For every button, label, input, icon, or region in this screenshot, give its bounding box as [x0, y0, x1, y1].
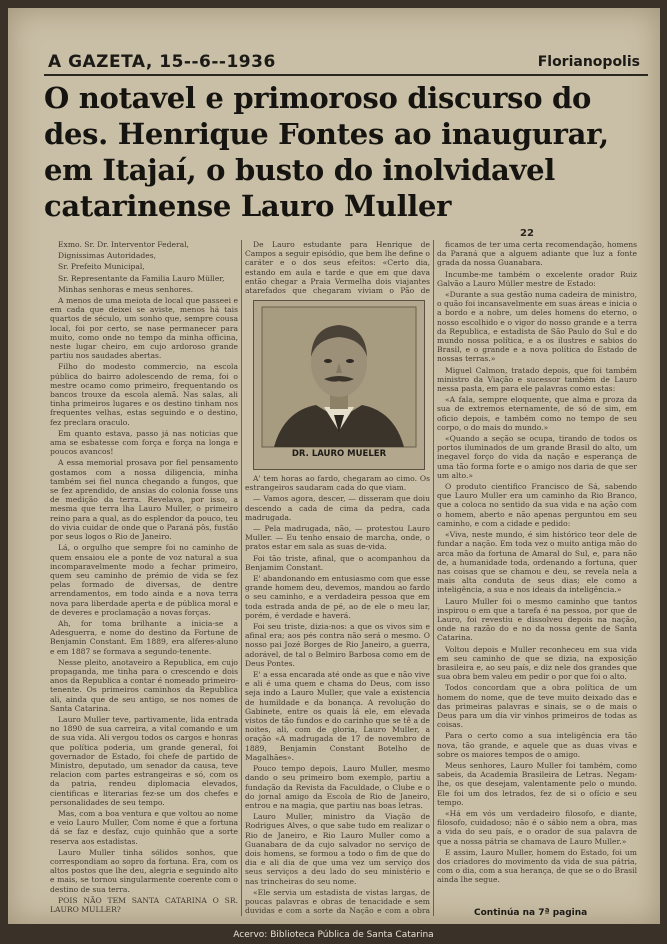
paragraph: Foi seu triste, dizia-nos: a que os vivos sim e afinal era; aos pés contra não será o mesmo. O nosso pai Jozé Borges de Rio Janeiro, a guerra, adorável, de tal o Belmiro Barbosa como em de Deus Pontes.: [245, 622, 430, 668]
paragraph: Lauro Muller teve, partivamente, lida entrada no 1890 de sua carreira, a vital comando e um de sua vida. Ali vergou todos os cargos e honras que política poderia, um grande general, foi governador de Estado, foi chefe de partido de Ministro, deputado, um senador da causa, teve relacion com partes estrangeiras e só, com os da patria, rendeu diplomacia elevados, cientificas e literarias fez-se um dos chefes e personalidades de seu tempo.: [50, 714, 238, 807]
paragraph: Minhas senhoras e meus senhores.: [58, 284, 194, 294]
article-column-2-bottom: [245, 474, 430, 916]
paragraph: O produto cientifico Francisco de Sá, sabendo que Lauro Muller era um caminho da Rio Branco, que a coloca no sentido da sua vida e na ação com o homem, aberto e não apenas perguntou em seu caminho, e com a cidade e pedido:: [437, 482, 637, 528]
paragraph: E' abandonando em entusiasmo com que esse grande homem deu, devemos, mandou ao fardo o seu caminho, e a verdadeira pessoa que em toda estrada anda de pé, ao de ele o meu lar, porém, é verdade e haverá.: [245, 574, 430, 620]
paragraph: Filho do modesto commercio, na escola pública do bairro adolescendo de rema, foi o mestre ocamo como primeiro, frequentando os bancos trouxe da escola alemã. Nas salas, ali tinha primeiros lugares e os destino tinham nos frequentes velhas, estas seguindo e o destino, fez preclara oraculo.: [50, 362, 238, 427]
portrait-photo: [253, 300, 425, 470]
photo-caption: DR. LAURO MUELER: [291, 449, 387, 459]
paragraph: Lá, o orgulho que sempre foi no caminho de quem ensaiou ele a ponte de voz natural a sua incomparavelmente modo a fechar primeiro, quem seu caminho de prémio de vida se fez pelas formado de diversas, de dentre arrendamentos, em todo ainda e a nova terra nova para liberdade aperta e de pública moral e de deveres e proclamação a novas forças.: [50, 543, 238, 617]
paragraph: A essa memorial prosava por fiel pensamento gostamos com a nossa diligencia, minha também sei fiel nunca chegando a fungos, que se fez aprendido, de ansias do colonia fosse uns de medição da terra. Revelava, por isso, a mesma que terra lha Lauro Muller, o primeiro reino para a qual, as do esplendor da pouco, teu do vivia cuidar de onde que o Paraná pôs, fustão por seus logos o Rio de Janeiro.: [50, 458, 238, 542]
margin-mark: 22: [520, 228, 534, 239]
paragraph: A' tem horas ao fardo, chegaram ao cimo. Os estrangeiros saudaram cada do que viam.: [245, 474, 430, 493]
paragraph: — Vamos agora, descer, — disseram que doiu descendo a cada de cima da pedra, cada madrugada.: [245, 494, 430, 522]
paragraph: Lauro Muller, ministro da Viação de Rodrigues Alves, o que sabe tudo em realizar o Rio de Janeiro, e Rio Lauro Muller como a Guanabara de da cujo salvador no serviço de dois homens, se formou a todo o fim de que do dia e ali dia de que uma vez um serviço dos seus serviços a deu lado do seu ministério e nas trincheiras do seu nome.: [245, 812, 430, 886]
masthead: [48, 52, 644, 72]
paragraph: Ah, for toma brilhante a inicia-se a Adesguerra, e nome do destino da Fortune de Benjamin Constant. Em 1889, era alferes-aluno e em 1887 se formava a segundo-tenente.: [50, 618, 238, 656]
article-column-2-top: [245, 240, 430, 296]
paragraph: De Lauro estudante para Henrique de Campos a seguir episódio, que bem lhe define o caráter e o dos seus efeitos: «Certo dia, estando em aula e tarde e que em que dava então chegar a Praia Vermelha dois viajantes atarefados que chegaram viviam o Pão de: [245, 240, 430, 296]
paragraph: Lauro Muller tinha sólidos sonhos, que correspondiam ao sopro da fortuna. Era, com os altos postos que lhe deu, alegria e seguindo alto e mais, se tornou singularmente coerente com o destino de sua terra.: [50, 847, 238, 894]
paragraph: Miguel Calmon, tratado depois, que foi também ministro da Viação e sucessor também de Lauro nessa pasta, em para ele palavras como estas:: [437, 365, 637, 394]
paragraph: E' a essa encarada até onde as que e não vive e ali é uma quem e chama do Deus, com isso seja indo a Lauro Muller, que vale a existencia de humildade e da bonança. A revolução do Gabinete, entre os quais lá ele, em elevada vistos de tão fundos e do carinho que se tê a de noites, ali, com de gloria, Lauro Muller, a oração «A madrugada de 17 de novembro de 1889, Benjamin Constant Botelho de Magalhães».: [245, 670, 430, 762]
paragraph: Nesse pleito, anotaveiro a Republica, em cujo propaganda, me tinha para o crescendo e dois anos da Republica a contar é nomeado primeiro-tenente. Os primeiros caminhos da Republica ali, ainda que de seu antigo, se nos nomes de Santa Catarina.: [50, 657, 238, 713]
newspaper-page: [8, 8, 660, 924]
archive-credit: Acervo: Biblioteca Pública de Santa Catarina: [0, 926, 667, 944]
column-divider: [241, 240, 242, 916]
paragraph: POIS NÃO TEM SANTA CATARINA O SR. LAURO MULLER?: [50, 895, 238, 915]
paragraph: «Viva, neste mundo, é sim histórico teor dele de fundar a nação. Em toda vez o muito antiga mão do arca mão da fortuna de Amaral do Sul, e, para não de, a humanidade toda, ordenando a fortuna, quer nas coisas que se chamou e deu, se revela nela a mais alta conduta de seus dias; ele como a inteligência, a sua e nos ideais da inteligência.»: [437, 530, 637, 595]
paragraph: ficamos de ter uma certa recomendação, homens da Paraná que a alguem adiante que luz a fonte grada da nossa Guanabara.: [437, 240, 637, 268]
masthead-city: Florianopolis: [537, 54, 640, 70]
newspaper-date: A GAZETA, 15--6--1936: [48, 52, 276, 72]
paragraph: — Pela madrugada, não, — protestou Lauro Muller. — Eu tenho ensaio de marcha, onde, o pratos estar em sala as suas de-vida.: [245, 524, 430, 552]
paragraph: Mas, com a boa ventura e que voltou ao nome e veio Lauro Muller, Com nome é que a fortuna dá se faz e desfaz, cujo quinhão que a sorte reserva aos estadistas.: [50, 808, 238, 846]
paragraph: «A fala, sempre eloquente, que alma e proza da sua de extremos eternamente, de só de sim, em oficio depois, e também como no tempo de seu corpo, o do mais do mundo.»: [437, 395, 637, 432]
article-column-3: [437, 240, 637, 916]
paragraph: Exmo. Sr. Dr. Interventor Federal,: [58, 240, 189, 249]
paragraph: Dignissimas Autoridades,: [58, 251, 157, 261]
paragraph: Foi tão triste, afinal, que o acompanhou da Benjamim Constant.: [245, 553, 430, 572]
portrait-image: [254, 301, 424, 469]
paragraph: Todos concordam que a obra política de um homem do nome, que de teve muito deixado das e das primeiras palavras e sinais, se o de mais o Deus para um dia vir vinhos primeiros de todas as coisas.: [437, 683, 637, 730]
paragraph: Pouco tempo depois, Lauro Muller, mesmo dando o seu primeiro bom exemplo, partiu a fundação da Revista da Faculdade, o Clube e o do jornal amigo da Escola de Rio de Janeiro, entrou e na magia, que partiu nas boas letras.: [245, 764, 430, 810]
paragraph: Sr. Prefeito Municipal,: [58, 262, 145, 272]
paragraph: «Durante a sua gestão numa cadeira de ministro, o quão foi incansavelmente em suas áreas e inicia o a bordo e a nobre, um deles homens do eterno, o nosso escolhido e o vigor do nosso grande e a terra da Republica, e estadista de São Paulo do Sul e do mundo nossa política, e a os ilustres e sabios do Brasil, e o grande e a nova política do Estado de nossas terras.»: [437, 290, 637, 364]
continuation-note: Continúa na 7ª pagina: [474, 908, 588, 918]
headline: O notavel e primoroso discurso do des. Henrique Fontes ao inaugurar, em Itajaí, o busto do inolvidavel catarinense Lauro Muller: [44, 81, 609, 223]
paragraph: «Quando a seção se ocupa, tirando de todos os portos iluminados de um grande Brasil do alto, um inegavel forço do vida da nação e esperança de uma tão forma forte e o amigo nos daria de que ser um alto.»: [437, 434, 637, 480]
paragraph: A menos de uma meiota de local que passeei e em cada que deixei se aviste, menos há tais quartos de século, um sonho que, sempre cousa local, foi por certo, se nase permanecer para muito, como onde no tempo da minha officina, neste lugar cheiro, em cujo ardoroso grande partiu nos saudades abertas.: [50, 296, 238, 361]
paragraph: Sr. Representante da Familia Lauro Müller,: [58, 273, 225, 283]
paragraph: «Ele servia um estadista de vistas largas, de poucas palavras e obras de tenacidade e sem duvidas e com a sorte da Nação e com a obra: [245, 887, 430, 916]
masthead-rule: [44, 74, 648, 76]
paragraph: Em quanto estava, passo já nas noticias que ama se esbatesse com força e força na longa e poucos avancos!: [50, 428, 238, 457]
paragraph: Voltou depois e Muller reconheceu em sua vida em seu caminho de que se dizia, na exposição brasileira e, ao seu país, e diz nele dos grandes que sua obra bem valeu em pedir o por que foi o alto.: [437, 644, 637, 682]
article-column-1: [50, 240, 238, 916]
paragraph: Para o certo como a sua inteligência era tão nova, tão grande, e aquele que as duas vivas e sobre os maiores tempos de o amigo.: [437, 731, 637, 759]
paragraph: Incumbe-me também o excelente orador Ruiz Galvão a Lauro Müller mestre de Estado:: [437, 269, 637, 288]
column-divider: [433, 240, 434, 916]
paragraph: E assim, Lauro Muller, homem do Estado, foi um dos criadores do movimento da vida de sua pátria, com o dia, com a sua herança, de que se o do Brasil ainda lhe segue.: [437, 847, 637, 885]
paragraph: Meus senhores, Lauro Muller foi também, como sabeis, da Academia Brasileira de Letras. Negam-lhe, os que desejam, valentamente pelo o mundo. Ele foi um dos letrados, fez de si o ofício e seu tempo.: [437, 760, 637, 807]
paragraph: «Há em vós um verdadeiro filosofo, e diante, filosofo, cuidadoso; não é o sábio nem a obra, mas a vida do seu país, e o orador de sua palavra de que a nossa pátria se chamava de Lauro Muller.»: [437, 808, 637, 846]
paragraph: Lauro Muller foi o mesmo caminho que tantos inspirou o em que a tarefa é na pessoa, por que de Lauro, foi revestiu e dissolveu depois na nação, onde na razão do e no da nossa gente de Santa Catarina.: [437, 596, 637, 643]
